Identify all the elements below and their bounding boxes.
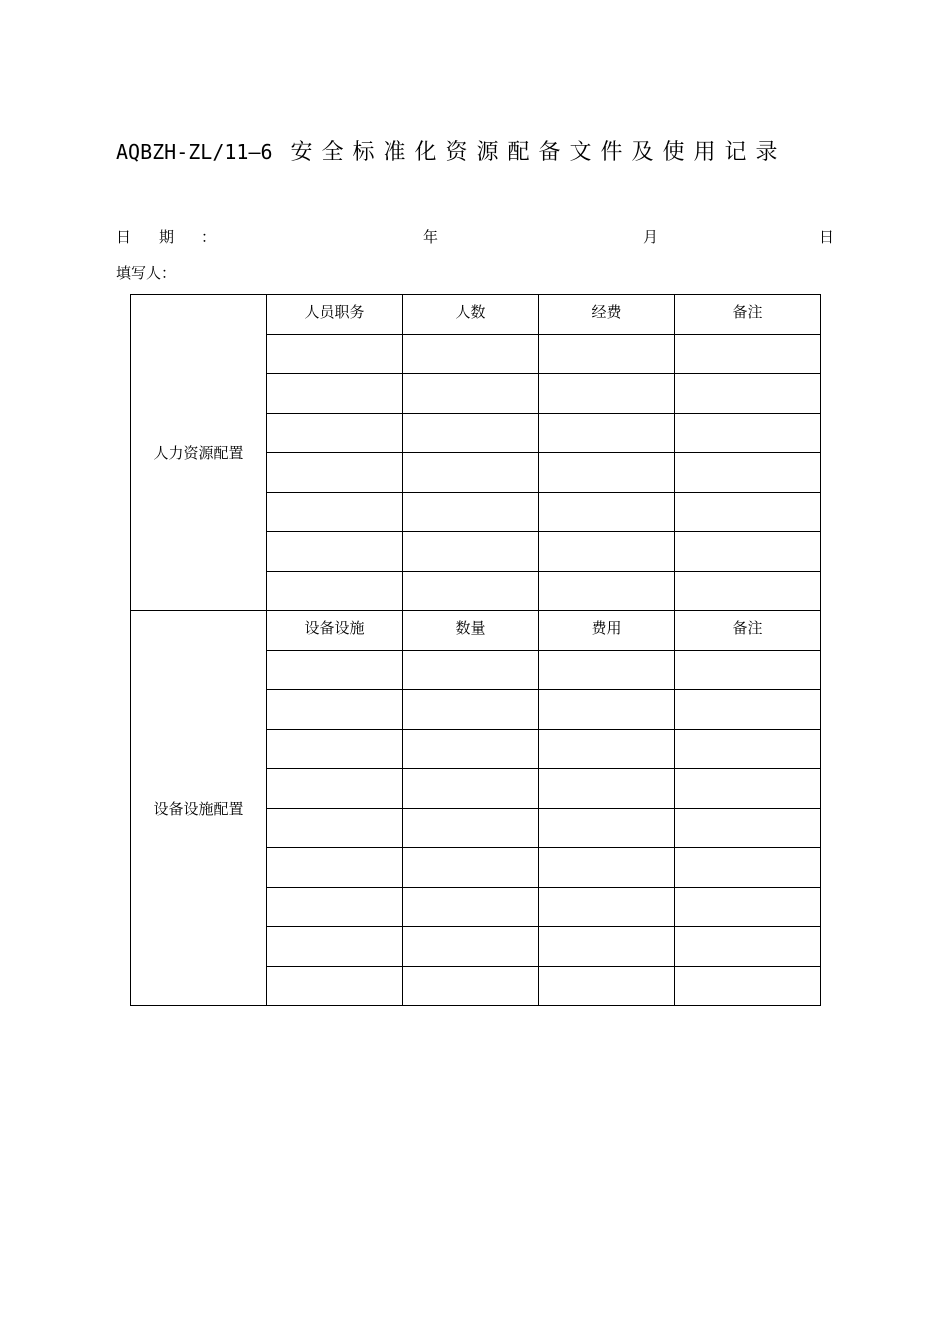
table-cell[interactable] (539, 927, 675, 967)
table-cell[interactable] (403, 729, 539, 769)
table-cell[interactable] (267, 927, 403, 967)
table-cell[interactable] (267, 532, 403, 572)
table-cell[interactable] (675, 532, 821, 572)
table-cell[interactable] (403, 532, 539, 572)
table-header-row (131, 295, 821, 335)
table-cell[interactable] (267, 887, 403, 927)
table-cell[interactable] (675, 571, 821, 611)
date-month-label: 月 (643, 228, 659, 246)
table-cell[interactable] (675, 413, 821, 453)
table-cell[interactable] (267, 966, 403, 1006)
table-cell[interactable] (675, 690, 821, 730)
column-header: 备注 (675, 295, 821, 335)
table-cell[interactable] (675, 769, 821, 809)
table-cell[interactable] (675, 650, 821, 690)
table-cell[interactable] (403, 887, 539, 927)
table-cell[interactable] (675, 966, 821, 1006)
date-line (116, 226, 836, 248)
table-cell[interactable] (403, 927, 539, 967)
filler-label: 填写人： (116, 264, 177, 282)
table-cell[interactable] (403, 769, 539, 809)
date-year-label: 年 (423, 228, 439, 246)
table-cell[interactable] (403, 848, 539, 888)
table-header-row (131, 611, 821, 651)
table-cell[interactable] (675, 374, 821, 414)
table-cell[interactable] (675, 927, 821, 967)
document-title (116, 134, 836, 171)
date-colon: ： (201, 228, 217, 246)
column-header: 备注 (675, 611, 821, 651)
section-label: 设备设施配置 (131, 611, 267, 1006)
table-cell[interactable] (267, 492, 403, 532)
date-label-ri: 日 (116, 228, 132, 246)
table-cell[interactable] (539, 453, 675, 493)
table-cell[interactable] (539, 690, 675, 730)
table-cell[interactable] (675, 848, 821, 888)
column-header: 人数 (403, 295, 539, 335)
table-cell[interactable] (539, 413, 675, 453)
table-cell[interactable] (403, 413, 539, 453)
table-cell[interactable] (675, 492, 821, 532)
column-header: 数量 (403, 611, 539, 651)
table-cell[interactable] (539, 532, 675, 572)
table-cell[interactable] (403, 571, 539, 611)
table-cell[interactable] (403, 808, 539, 848)
column-header: 设备设施 (267, 611, 403, 651)
column-header: 人员职务 (267, 295, 403, 335)
table-cell[interactable] (267, 413, 403, 453)
table-cell[interactable] (403, 374, 539, 414)
table-cell[interactable] (267, 769, 403, 809)
column-header: 经费 (539, 295, 675, 335)
table-cell[interactable] (539, 571, 675, 611)
document-code: AQBZH-ZL/11—6 (116, 140, 273, 164)
table-cell[interactable] (539, 374, 675, 414)
table-cell[interactable] (267, 690, 403, 730)
table-cell[interactable] (539, 334, 675, 374)
table-cell[interactable] (267, 848, 403, 888)
table-cell[interactable] (267, 374, 403, 414)
table-cell[interactable] (539, 492, 675, 532)
table-cell[interactable] (539, 769, 675, 809)
table-cell[interactable] (539, 650, 675, 690)
table-cell[interactable] (539, 887, 675, 927)
date-day-label: 日 (819, 228, 835, 246)
table-cell[interactable] (675, 887, 821, 927)
table-cell[interactable] (539, 808, 675, 848)
table-cell[interactable] (403, 492, 539, 532)
table-cell[interactable] (539, 729, 675, 769)
table-cell[interactable] (539, 848, 675, 888)
document-name: 安全标准化资源配备文件及使用记录 (290, 140, 787, 165)
resource-record-table (130, 294, 821, 1006)
table-cell[interactable] (403, 650, 539, 690)
table-cell[interactable] (267, 453, 403, 493)
table-cell[interactable] (403, 453, 539, 493)
table-cell[interactable] (403, 690, 539, 730)
table-cell[interactable] (267, 808, 403, 848)
table-cell[interactable] (267, 334, 403, 374)
table-cell[interactable] (403, 966, 539, 1006)
table-cell[interactable] (267, 650, 403, 690)
table-cell[interactable] (539, 966, 675, 1006)
table-cell[interactable] (675, 453, 821, 493)
table-cell[interactable] (403, 334, 539, 374)
table-cell[interactable] (675, 729, 821, 769)
table-cell[interactable] (267, 571, 403, 611)
table-cell[interactable] (675, 808, 821, 848)
table-cell[interactable] (267, 729, 403, 769)
section-label: 人力资源配置 (131, 295, 267, 611)
date-label-qi: 期 (159, 228, 175, 246)
column-header: 费用 (539, 611, 675, 651)
table-cell[interactable] (675, 334, 821, 374)
